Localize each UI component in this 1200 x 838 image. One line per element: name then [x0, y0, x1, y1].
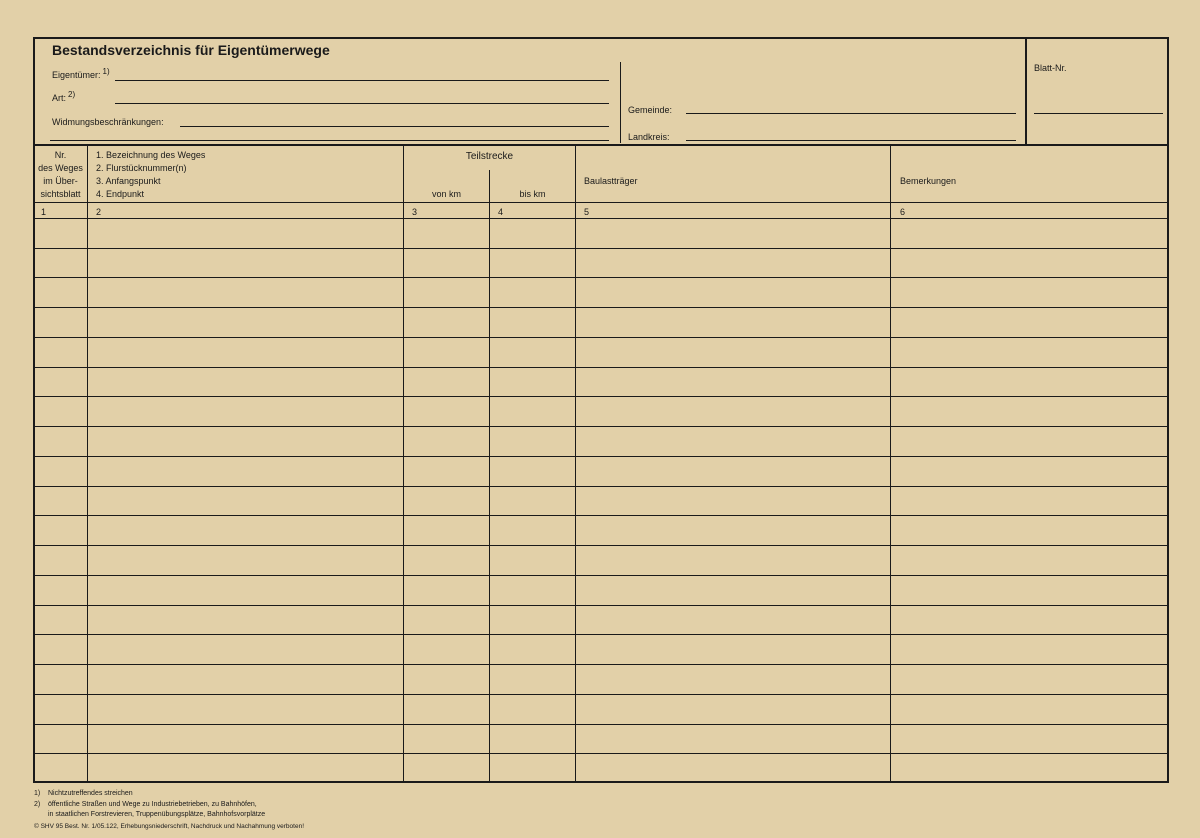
col1-header	[34, 149, 87, 201]
landkreis-field-line[interactable]	[686, 140, 1016, 141]
col-number-3: 3	[412, 207, 418, 217]
eigentuemer-label-text: Eigentümer:	[52, 70, 101, 80]
table-row[interactable]	[34, 426, 1168, 456]
bis-km-header: bis km	[519, 189, 546, 199]
von-km-header: von km	[431, 189, 461, 199]
landkreis-label: Landkreis:	[628, 132, 670, 142]
col-number-4: 4	[498, 207, 504, 217]
blatt-field-line[interactable]	[1034, 113, 1163, 114]
col1-line: sichtsblatt	[40, 189, 81, 199]
footnote-2-text-line2: in staatlichen Forstrevieren, Truppenübungsplätze, Bahnhofsvorplätze	[48, 811, 266, 818]
eigentuemer-footnote-mark: 1)	[102, 67, 110, 76]
table-row[interactable]	[34, 307, 1168, 337]
gemeinde-field-line[interactable]	[686, 113, 1016, 114]
col-number-5: 5	[584, 207, 590, 217]
widmung-field-line-2[interactable]	[50, 140, 609, 141]
art-field-line[interactable]	[115, 103, 609, 104]
copyright-notice: © SHV 95 Best. Nr. 1/05.122, Erhebungsniederschrift, Nachdruck und Nachahmung verboten!	[34, 823, 304, 830]
table-row[interactable]	[34, 396, 1168, 426]
table-row[interactable]	[34, 545, 1168, 575]
bemerkungen-header: Bemerkungen	[900, 176, 957, 186]
form-title: Bestandsverzeichnis für Eigentümerwege	[52, 42, 330, 58]
widmung-field-line[interactable]	[180, 126, 609, 127]
table-row[interactable]	[34, 486, 1168, 516]
footnote-2-text: öffentliche Straßen und Wege zu Industriebetrieben, zu Bahnhöfen,	[48, 801, 257, 808]
footnote-1-text: Nichtzutreffendes streichen	[48, 790, 133, 797]
footnote-1-mark: 1)	[34, 790, 41, 797]
col-number-6: 6	[900, 207, 906, 217]
col2-line: 4. Endpunkt	[96, 189, 145, 199]
art-label	[52, 92, 75, 105]
table-row[interactable]	[34, 456, 1168, 486]
table-row[interactable]	[34, 575, 1168, 605]
col-number-2: 2	[96, 207, 102, 217]
teilstrecke-header: Teilstrecke	[465, 151, 514, 162]
table-row[interactable]	[34, 367, 1168, 397]
table-row[interactable]	[34, 634, 1168, 664]
header-table-separator	[34, 144, 1168, 146]
footnote-1	[34, 789, 133, 799]
table-row[interactable]	[34, 694, 1168, 724]
table-row[interactable]	[34, 218, 1168, 248]
table-row[interactable]	[34, 337, 1168, 367]
col1-line: im Über-	[43, 176, 78, 186]
footnote-2-mark: 2)	[34, 801, 41, 808]
col2-line: 3. Anfangspunkt	[96, 176, 161, 186]
table-row[interactable]	[34, 277, 1168, 307]
art-label-text: Art:	[52, 93, 67, 103]
baulasttraeger-header: Baulastträger	[584, 176, 638, 186]
header-row-line	[34, 202, 1168, 203]
art-footnote-mark: 2)	[68, 90, 76, 99]
col1-line: Nr.	[54, 150, 67, 160]
col-number-1: 1	[41, 207, 47, 217]
widmung-label: Widmungsbeschränkungen:	[52, 117, 164, 127]
eigentuemer-field-line[interactable]	[115, 80, 609, 81]
header-divider	[620, 62, 621, 143]
blatt-label: Blatt-Nr.	[1034, 63, 1067, 73]
footnote-2	[34, 800, 257, 810]
col2-line: 1. Bezeichnung des Weges	[96, 150, 206, 160]
table-row[interactable]	[34, 753, 1168, 783]
col1-line: des Weges	[38, 163, 83, 173]
col2-header	[96, 149, 205, 201]
table-row[interactable]	[34, 724, 1168, 754]
table-row[interactable]	[34, 605, 1168, 635]
table-row[interactable]	[34, 664, 1168, 694]
blatt-divider	[1025, 38, 1027, 144]
gemeinde-label: Gemeinde:	[628, 105, 673, 115]
table-row[interactable]	[34, 248, 1168, 278]
col2-line: 2. Flurstücknummer(n)	[96, 163, 187, 173]
eigentuemer-label	[52, 69, 110, 82]
table-row[interactable]	[34, 515, 1168, 545]
